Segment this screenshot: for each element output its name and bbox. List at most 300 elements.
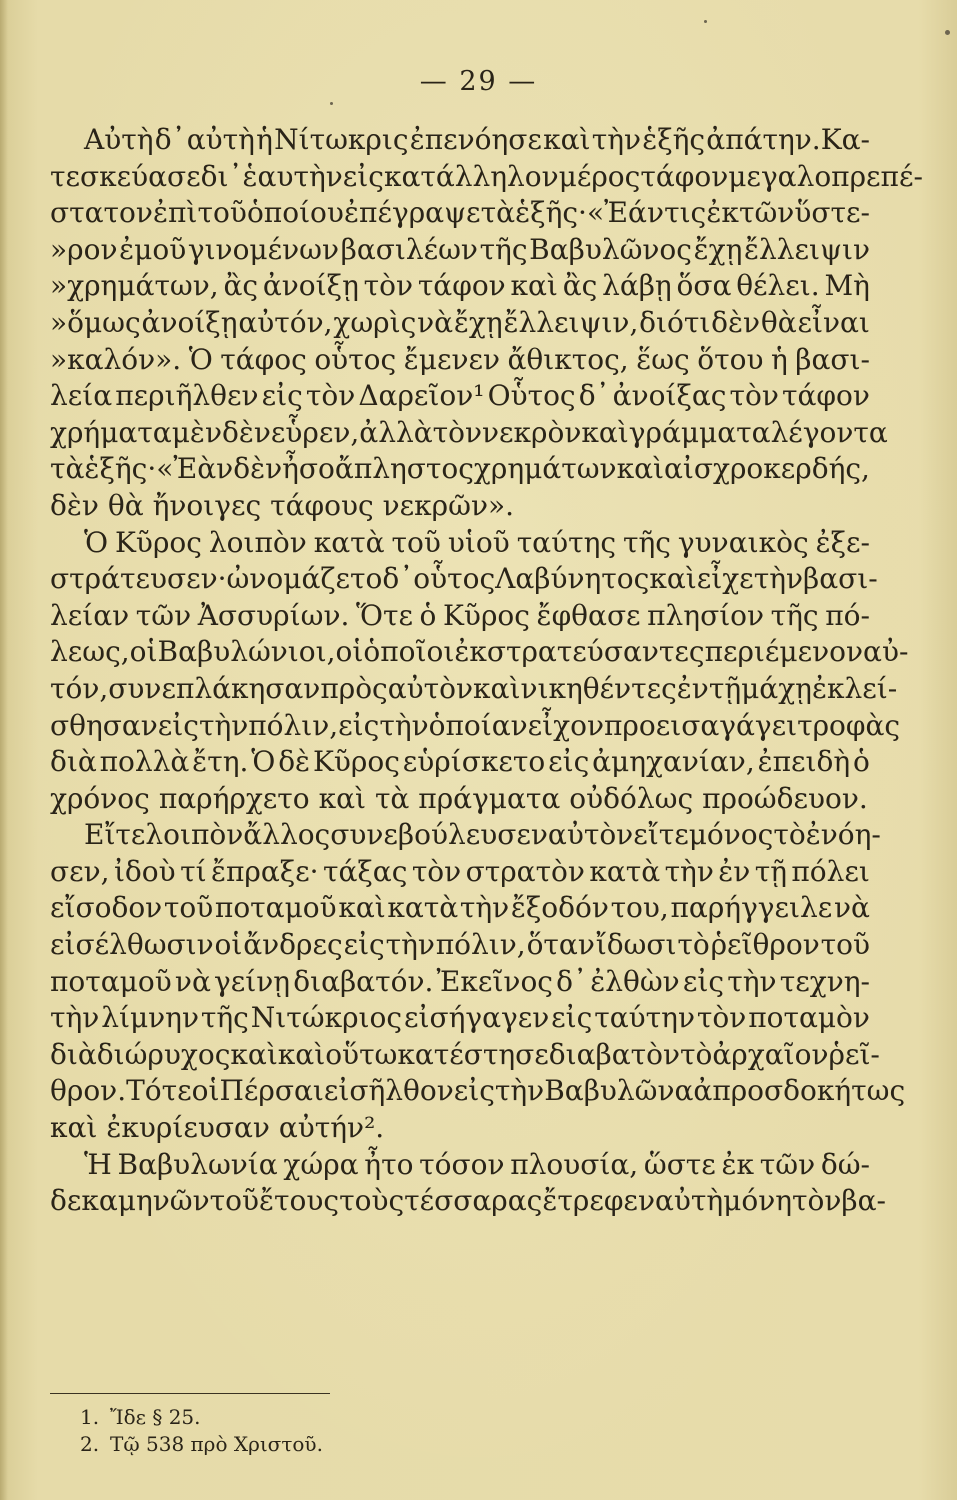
word: τὴν bbox=[727, 964, 777, 998]
paper-speck bbox=[330, 102, 333, 105]
word: ὁποῖοι bbox=[363, 635, 455, 669]
word: τὸν bbox=[792, 1184, 842, 1218]
word: οἱ bbox=[129, 635, 158, 669]
word: Νίτωκρις bbox=[274, 123, 409, 156]
word: ἂς bbox=[223, 269, 259, 303]
text-line bbox=[50, 927, 870, 964]
word: ἐλθὼν bbox=[590, 964, 680, 998]
word: εἰς bbox=[682, 964, 725, 998]
word: τάφος bbox=[220, 342, 307, 376]
word: τῶν bbox=[135, 598, 192, 632]
word: εἰς bbox=[548, 745, 590, 779]
word: ἐνόη- bbox=[805, 818, 881, 852]
word: εἰς bbox=[157, 708, 199, 742]
word: διαβατὸν bbox=[548, 1037, 681, 1071]
word: βασιλέων bbox=[340, 232, 478, 266]
word: αἰσχροκερδής, bbox=[663, 452, 870, 486]
word: Νιτώκριος bbox=[250, 1001, 403, 1035]
word: χρημάτων bbox=[473, 452, 617, 486]
text-line bbox=[50, 159, 923, 196]
text-line bbox=[50, 195, 870, 232]
word: εἴτε bbox=[633, 818, 689, 852]
word: εἰς bbox=[551, 1001, 593, 1035]
word: ἔφθασε bbox=[536, 598, 641, 632]
word: καὶ bbox=[277, 1037, 326, 1071]
word: του, bbox=[610, 891, 669, 925]
text-line bbox=[50, 1110, 870, 1147]
word: μεγαλοπρεπέ- bbox=[728, 159, 923, 193]
word: τὸν bbox=[696, 1001, 747, 1035]
word: τοῦ bbox=[209, 1184, 260, 1218]
word: εἰς bbox=[338, 708, 380, 742]
word: διότι bbox=[639, 305, 711, 339]
text-line bbox=[50, 342, 870, 379]
text-line bbox=[50, 890, 870, 927]
word: Κῦρος bbox=[312, 745, 400, 779]
word: λίμνην bbox=[101, 1001, 199, 1035]
word: τροφὰς bbox=[797, 708, 901, 742]
word: καὶ bbox=[338, 891, 386, 925]
word: εἰς bbox=[261, 379, 303, 413]
word: τὴν bbox=[198, 708, 249, 742]
word: γείνῃ bbox=[214, 964, 291, 998]
text-line bbox=[50, 744, 870, 781]
word: κατὰ bbox=[589, 854, 661, 888]
word: λέγοντα bbox=[770, 415, 888, 449]
word: Ἡ bbox=[84, 1147, 112, 1181]
word: ἄπληστος bbox=[334, 452, 474, 486]
paper-speck bbox=[945, 30, 950, 35]
text-line bbox=[50, 415, 888, 452]
word: ἦτο bbox=[364, 1147, 414, 1181]
word: οὗτος bbox=[314, 342, 397, 376]
word: κατέστησε bbox=[397, 1037, 549, 1071]
word: δεκα bbox=[50, 1184, 118, 1218]
word: ἔτη. bbox=[192, 745, 249, 779]
word: τόσον bbox=[419, 1147, 505, 1181]
word: ἔτρεφεν bbox=[542, 1184, 655, 1218]
word: ἐκυρίευσαν bbox=[106, 1111, 270, 1145]
word: τὴν bbox=[379, 708, 429, 742]
word: βασι- bbox=[803, 562, 878, 596]
footnote-number: 1. bbox=[80, 1405, 100, 1429]
word: περιῆλθεν bbox=[115, 379, 259, 413]
word: πράγματα bbox=[418, 781, 561, 815]
word: τῆς bbox=[623, 525, 671, 559]
word: τὴν bbox=[459, 891, 510, 925]
word: Βαβυλωνία bbox=[117, 1147, 278, 1181]
word: γινομένων bbox=[187, 232, 340, 266]
word: καὶ bbox=[510, 269, 558, 303]
text-line bbox=[50, 817, 881, 854]
word: μηνῶν bbox=[117, 1184, 210, 1218]
word: τὴν bbox=[494, 1074, 545, 1108]
word: δι᾽ bbox=[200, 159, 243, 193]
word: ἡ bbox=[770, 342, 788, 376]
word: παρήρχετο bbox=[158, 781, 310, 815]
word: νὰ bbox=[417, 305, 454, 339]
word: δ᾽ bbox=[154, 123, 186, 156]
word: χρόνος bbox=[50, 781, 150, 815]
word: τὸν bbox=[729, 379, 779, 413]
word: τις bbox=[664, 196, 707, 230]
word: πόλει bbox=[791, 854, 870, 888]
word: γράμματα bbox=[628, 415, 771, 449]
word: ἔλλειψιν bbox=[744, 232, 870, 266]
word: ἀνοίξῃ bbox=[262, 269, 359, 303]
text-line bbox=[50, 305, 870, 342]
word: εἰς bbox=[342, 159, 384, 193]
word: τάφον bbox=[417, 269, 506, 303]
word: ῥεῖ- bbox=[828, 1037, 880, 1071]
word: «Ἐάν bbox=[587, 196, 664, 230]
word: οὗτος bbox=[413, 562, 496, 596]
text-line bbox=[50, 451, 870, 488]
text-line bbox=[50, 122, 870, 159]
text-line bbox=[50, 525, 870, 562]
word: κατάλληλον bbox=[383, 159, 559, 193]
word: Ἀσσυρίων. bbox=[197, 598, 350, 632]
word: ποταμοῦ bbox=[50, 964, 172, 998]
word: τάξας bbox=[322, 854, 408, 888]
word: ἐξε- bbox=[815, 525, 870, 559]
word: τὰ bbox=[480, 196, 516, 230]
word: λοιπὸν bbox=[145, 818, 244, 852]
word: ἀνοίξῃ bbox=[141, 305, 238, 339]
text-line bbox=[50, 1037, 880, 1074]
footnote bbox=[80, 1404, 323, 1431]
word: ὅτου bbox=[697, 342, 764, 376]
text-line bbox=[50, 1183, 886, 1220]
word: »ὅμως bbox=[50, 305, 141, 339]
word: τοῦ bbox=[163, 891, 214, 925]
word: καὶ bbox=[581, 415, 629, 449]
word: ἐκ bbox=[706, 196, 739, 230]
word: προεισαγάγει bbox=[604, 708, 798, 742]
word: σεν, bbox=[50, 854, 110, 888]
word: τῇ bbox=[708, 671, 742, 705]
word: Βαβυλώνιοι, bbox=[157, 635, 336, 669]
word: καὶ bbox=[616, 452, 664, 486]
word: τὸν bbox=[363, 269, 414, 303]
word: Βαβυλῶνα bbox=[544, 1074, 694, 1108]
word: ἐμοῦ bbox=[119, 232, 187, 266]
word: δὲν bbox=[233, 452, 283, 486]
word: ἑξῆς· bbox=[84, 452, 157, 486]
word: στράτευσεν· bbox=[50, 562, 227, 596]
word: μόνη bbox=[723, 1184, 793, 1218]
word: ἔξοδόν bbox=[510, 891, 609, 925]
word: εἶναι bbox=[797, 305, 870, 339]
word: χωρὶς bbox=[333, 305, 417, 339]
word: τόν, bbox=[50, 671, 109, 705]
word: μὲν bbox=[171, 415, 222, 449]
word: κατὰ bbox=[387, 891, 459, 925]
text-line bbox=[50, 268, 870, 305]
word: πόλιν, bbox=[248, 708, 339, 742]
word: λεία bbox=[50, 379, 113, 413]
word: ἀνοίξας bbox=[612, 379, 727, 413]
word: οὕτω bbox=[325, 1037, 398, 1071]
word: ὁ bbox=[419, 598, 437, 632]
word: Ἐκεῖνος bbox=[436, 964, 553, 998]
word: ἀρχαῖον bbox=[712, 1037, 829, 1071]
word: τῶν bbox=[759, 1147, 816, 1181]
word: ὅσα bbox=[676, 269, 732, 303]
word: ἐκ bbox=[721, 1147, 755, 1181]
word: δὲ bbox=[278, 745, 311, 779]
word: τὸν bbox=[411, 854, 462, 888]
word: ἤνοιγες bbox=[152, 488, 262, 522]
word: ἔχῃ bbox=[693, 232, 743, 266]
word: νὰ bbox=[174, 964, 211, 998]
word: Αὐτὴ bbox=[84, 123, 154, 156]
word: στατον bbox=[50, 196, 153, 230]
word: Τότε bbox=[126, 1074, 192, 1108]
word: Οὗτος bbox=[487, 379, 576, 413]
text-line bbox=[50, 561, 878, 598]
word: υἱοῦ bbox=[447, 525, 510, 559]
word: Κῦρος bbox=[115, 525, 202, 559]
text-line bbox=[50, 781, 870, 818]
word: θὰ bbox=[760, 305, 797, 339]
word: τῆς bbox=[770, 598, 819, 632]
word: αὐτὴ bbox=[654, 1184, 724, 1218]
footnote-number: 2. bbox=[80, 1432, 100, 1456]
word: »χρημάτων, bbox=[50, 269, 219, 303]
word: οἱ bbox=[214, 928, 243, 962]
word: ὁποίου bbox=[246, 196, 344, 230]
word: εὗρεν, bbox=[270, 415, 360, 449]
word: καὶ bbox=[543, 123, 591, 156]
word: ταύτης bbox=[516, 525, 617, 559]
word: ἡ bbox=[256, 123, 273, 156]
word: εἰσῆλθον bbox=[323, 1074, 454, 1108]
word: Κῦρος bbox=[443, 598, 530, 632]
word: »καλόν». bbox=[50, 342, 182, 376]
word: ἔπραξε· bbox=[210, 854, 319, 888]
word: πρὸς bbox=[320, 671, 388, 705]
word: εἰς bbox=[343, 928, 385, 962]
text-line bbox=[50, 1073, 906, 1110]
word: τάφον bbox=[782, 379, 870, 413]
word: πολλὰ bbox=[99, 745, 190, 779]
word: γυναικὸς bbox=[677, 525, 809, 559]
word: τὸ bbox=[773, 818, 806, 852]
word: ἐπέγραψε bbox=[344, 196, 481, 230]
word: θὰ bbox=[107, 488, 144, 522]
word: σθησαν bbox=[50, 708, 158, 742]
word: εἴσοδον bbox=[50, 891, 163, 925]
word: τὰ bbox=[374, 781, 410, 815]
text-line bbox=[50, 598, 870, 635]
word: αὐτὸν bbox=[387, 671, 474, 705]
word: δὲν bbox=[221, 415, 271, 449]
word: εἰσήγαγεν bbox=[403, 1001, 550, 1035]
word: ἑξῆς bbox=[642, 123, 706, 156]
word: βα- bbox=[841, 1184, 886, 1218]
text-line bbox=[50, 488, 870, 525]
word: Ὅτε bbox=[355, 598, 413, 632]
word: ὁποίαν bbox=[428, 708, 528, 742]
word: νικηθέντες bbox=[520, 671, 677, 705]
word: ἐν bbox=[676, 671, 709, 705]
word: τὸ bbox=[677, 928, 710, 962]
word: ἔλλειψιν, bbox=[503, 305, 639, 339]
word: προώδευον. bbox=[702, 781, 868, 815]
word: δ᾽ bbox=[382, 562, 414, 596]
word: τὴν bbox=[385, 928, 435, 962]
word: εἶχον bbox=[527, 708, 605, 742]
word: ἔχῃ bbox=[453, 305, 503, 339]
word: ἐπὶ bbox=[152, 196, 198, 230]
word: διὰ bbox=[50, 1037, 97, 1071]
word: αὐτήν². bbox=[278, 1111, 385, 1145]
word: ἦσο bbox=[282, 452, 335, 486]
footnote bbox=[80, 1431, 323, 1458]
word: ὅταν bbox=[526, 928, 595, 962]
word: ἄθικτος, bbox=[507, 342, 629, 376]
word: αὐτὸν bbox=[547, 818, 634, 852]
word: λείαν bbox=[50, 598, 130, 632]
text-line bbox=[50, 378, 870, 415]
word: δ᾽ bbox=[556, 964, 588, 998]
word: οἱ bbox=[335, 635, 364, 669]
word: ποταμοῦ bbox=[214, 891, 337, 925]
word: ταύτην bbox=[594, 1001, 695, 1035]
word: εἰσέλθωσιν bbox=[50, 928, 214, 962]
word: ἴδωσι bbox=[595, 928, 677, 962]
word: τὴν bbox=[664, 854, 714, 888]
word: βασι- bbox=[795, 342, 870, 376]
word: διαβατόν. bbox=[293, 964, 434, 998]
page-edge-shadow bbox=[0, 0, 8, 1500]
word: χώρα bbox=[283, 1147, 359, 1181]
word: τέσσαρας bbox=[404, 1184, 543, 1218]
word: λάβῃ bbox=[602, 269, 672, 303]
body-text bbox=[50, 122, 923, 1220]
word: οὐδόλως bbox=[569, 781, 694, 815]
word: παρήγγειλε bbox=[670, 891, 833, 925]
word: Πέρσαι bbox=[219, 1074, 324, 1108]
text-line bbox=[50, 1147, 870, 1184]
word: »ρον bbox=[50, 232, 118, 266]
word: εἰς bbox=[453, 1074, 495, 1108]
word: ἔτους bbox=[259, 1184, 340, 1218]
word: δώ- bbox=[820, 1147, 870, 1181]
word: αὐ- bbox=[863, 635, 909, 669]
word: περιέμενον bbox=[704, 635, 864, 669]
word: ὠνομάζετο bbox=[226, 562, 383, 596]
word: αὐτὴ bbox=[186, 123, 255, 156]
text-line bbox=[50, 232, 870, 269]
word: τεχνη- bbox=[779, 964, 870, 998]
text-line bbox=[50, 671, 898, 708]
word: καὶ bbox=[649, 562, 697, 596]
word: νεκρὸν bbox=[481, 415, 582, 449]
word: ἀμηχανίαν, bbox=[592, 745, 755, 779]
word: τοῦ bbox=[820, 928, 870, 962]
word: δὲν bbox=[711, 305, 761, 339]
word: τί bbox=[180, 854, 207, 888]
word: λοιπὸν bbox=[208, 525, 307, 559]
word: τοῦ bbox=[391, 525, 441, 559]
word: ἕως bbox=[636, 342, 690, 376]
text-line bbox=[50, 964, 870, 1001]
footnote-text: Τῷ 538 πρὸ Χριστοῦ. bbox=[110, 1432, 323, 1456]
word: πόλιν, bbox=[435, 928, 526, 962]
word: λεως, bbox=[50, 635, 130, 669]
word: τοὺς bbox=[339, 1184, 405, 1218]
word: μάχῃ bbox=[741, 671, 812, 705]
word: Ὁ bbox=[188, 342, 213, 376]
word: τῇ bbox=[754, 854, 787, 888]
word: ὁ bbox=[853, 745, 870, 779]
word: τοῦ bbox=[197, 196, 247, 230]
word: χρήματα bbox=[50, 415, 172, 449]
word: ἐπενόησε bbox=[409, 123, 542, 156]
word: διὰ bbox=[50, 745, 97, 779]
word: Ὁ bbox=[251, 745, 276, 779]
word: Ὁ bbox=[84, 525, 109, 559]
word: τὴν bbox=[591, 123, 641, 156]
word: στρατὸν bbox=[465, 854, 585, 888]
word: τὸν bbox=[432, 415, 482, 449]
word: ἐπειδὴ bbox=[757, 745, 851, 779]
word: ἐκλεί- bbox=[811, 671, 898, 705]
footnotes bbox=[80, 1404, 323, 1458]
word: πό- bbox=[825, 598, 870, 632]
word: τῆς bbox=[479, 232, 528, 266]
footnote-text: Ἴδε § 25. bbox=[110, 1405, 201, 1429]
word: διώρυχος bbox=[96, 1037, 231, 1071]
word: θρον. bbox=[50, 1074, 127, 1108]
text-line bbox=[50, 1000, 870, 1037]
word: μόνος bbox=[688, 818, 774, 852]
word: ἀπροσδοκήτως bbox=[693, 1074, 906, 1108]
word: δ᾽ bbox=[578, 379, 610, 413]
paper-speck bbox=[704, 20, 707, 23]
word: τὸ bbox=[680, 1037, 713, 1071]
word: καὶ bbox=[50, 1111, 98, 1145]
word: τῆς bbox=[200, 1001, 249, 1035]
word: ἑαυτὴν bbox=[242, 159, 343, 193]
word: τὸν bbox=[305, 379, 356, 413]
word: καὶ bbox=[230, 1037, 278, 1071]
text-line bbox=[50, 854, 870, 891]
word: ῥεῖθρον bbox=[710, 928, 820, 962]
word: ἐν bbox=[718, 854, 751, 888]
word: ὥστε bbox=[643, 1147, 716, 1181]
word: Λαβύνητος bbox=[495, 562, 650, 596]
word: μέρος bbox=[558, 159, 641, 193]
word: ἀλλὰ bbox=[359, 415, 433, 449]
word: καὶ bbox=[473, 671, 521, 705]
word: εἶχε bbox=[696, 562, 754, 596]
word: ἀπάτην.Κα- bbox=[706, 123, 870, 156]
word: εὑρίσκετο bbox=[402, 745, 546, 779]
word: ἄλλος bbox=[243, 818, 331, 852]
word: νὰ bbox=[833, 891, 870, 925]
word: τὴν bbox=[753, 562, 803, 596]
word: τὰ bbox=[50, 452, 85, 486]
word: Μὴ bbox=[824, 269, 870, 303]
text-line bbox=[50, 634, 909, 671]
word: ἑξῆς· bbox=[515, 196, 587, 230]
word: καὶ bbox=[318, 781, 366, 815]
word: τῶν bbox=[738, 196, 795, 230]
word: Εἴτε bbox=[84, 818, 146, 852]
